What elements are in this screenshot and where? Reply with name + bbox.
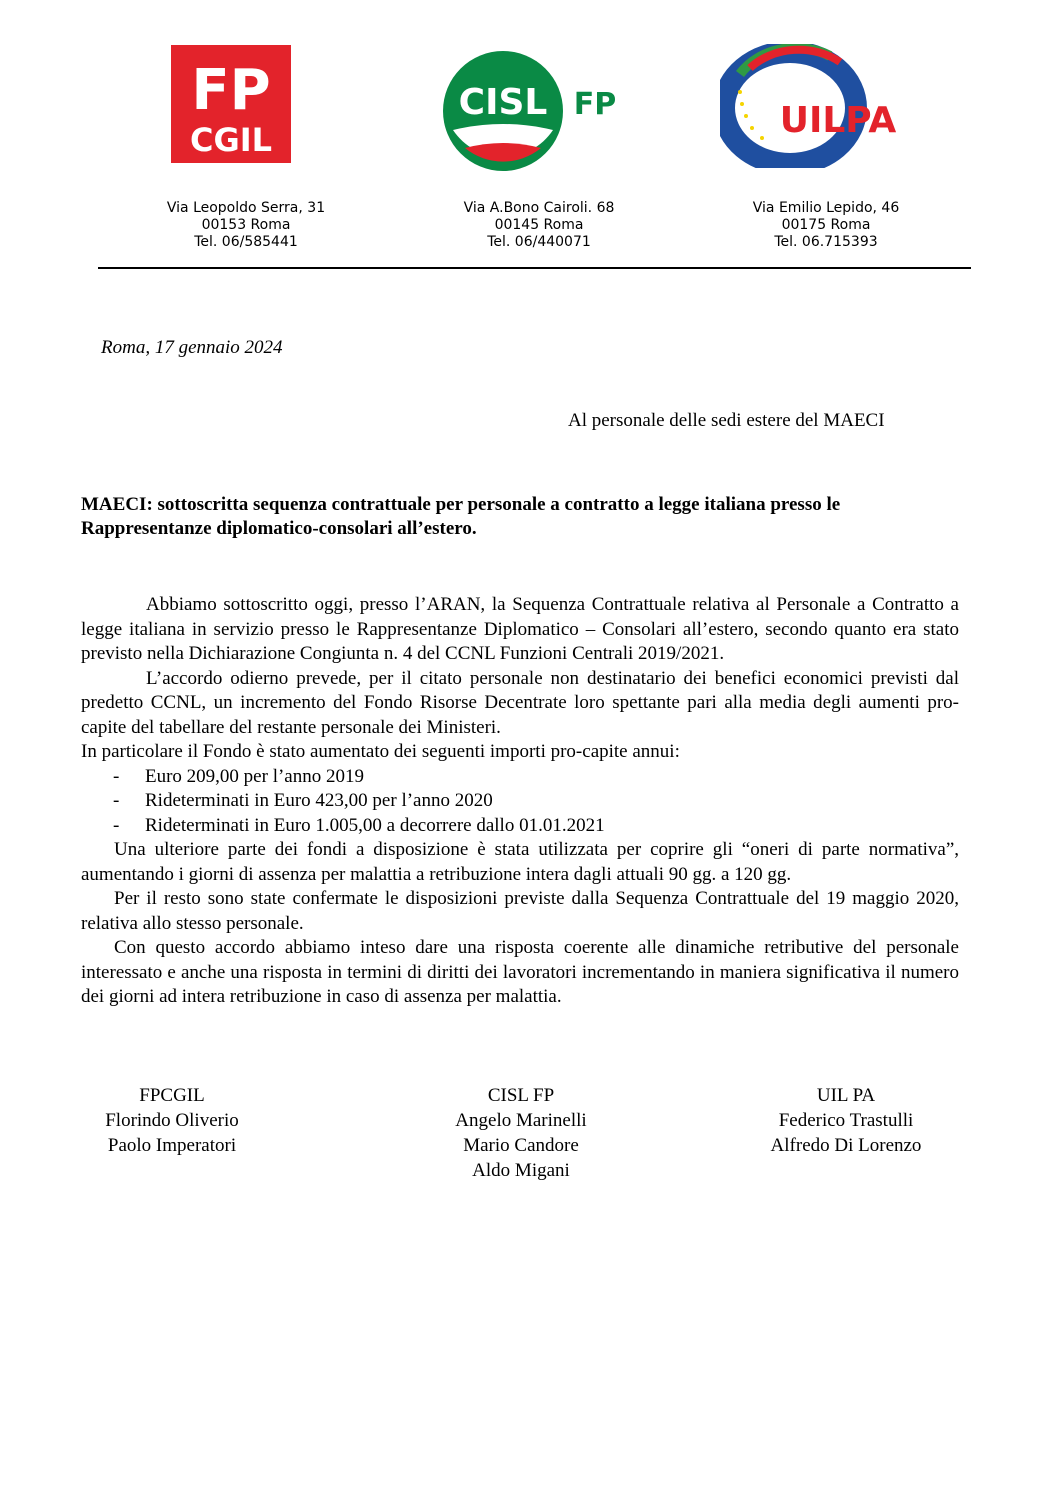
signature-name: Paolo Imperatori [107,1135,237,1156]
letter-body [81,593,959,1010]
letter-date: Roma, 17 gennaio 2024 [101,337,283,358]
address-phone: Tel. 06/585441 [194,234,298,250]
fpcgil-logo-line2: CGIL [189,121,273,159]
paragraph-5: Per il resto sono state confermate le disposizioni previste dalla Sequenza Contrattuale del 19 maggio 2020, relativa allo stesso personale. [81,888,959,934]
signature-name: Federico Trastulli [778,1110,914,1131]
fpcgil-logo [171,45,291,163]
address-uilpa [746,200,906,251]
address-cisl [455,200,623,251]
cisl-fp-logo [443,48,628,174]
paragraph-1: Abbiamo sottoscritto oggi, presso l’ARAN, la Sequenza Contrattuale relativa al Personale a Contratto a legge italiana in servizio presso le Rappresentanze Diplomatico – Consolari all’estero, secondo quanto era stato previsto nella Dichiarazione Congiunta n. 4 del CCNL Funzioni Centrali 2019/2021. [81,594,959,664]
address-phone: Tel. 06/440071 [487,234,591,250]
paragraph-3: In particolare il Fondo è stato aumentato dei seguenti importi pro-capite annui: [81,741,680,762]
cisl-logo-suffix: FP [573,87,617,122]
fpcgil-logo-line1: FP [191,58,271,123]
signature-org: FPCGIL [139,1085,205,1106]
paragraph-6: Con questo accordo abbiamo inteso dare una risposta coerente alle dinamiche retributive del personale interessato e anche una risposta in termini di diritti dei lavoratori incrementando in maniera significativa il numero dei giorni ad intera retribuzione in caso di assenza per malattia. [81,937,959,1007]
uilpa-logo-text: UILPA [779,100,897,141]
signature-org: CISL FP [487,1085,555,1106]
address-street: Via Emilio Lepido, 46 [752,200,900,216]
uilpa-logo [720,44,906,168]
paragraph-2: L’accordo odierno prevede, per il citato personale non destinatario dei benefici economici previsti dal predetto CCNL, un incremento del Fondo Risorse Decentrate loro spettante pari alla media degli aumenti pro-capite del tabellare del restante personale dei Ministeri. [81,667,959,738]
signature-block-uilpa [740,1083,952,1158]
signature-name: Mario Candore [463,1135,579,1156]
amounts-list [81,765,959,839]
signature-name: Florindo Oliverio [105,1110,239,1131]
address-city: 00153 Roma [201,217,291,233]
letter-subject: MAECI: sottoscritta sequenza contrattuale per personale a contratto a legge italiana presso le Rappresentanze diplomatico-consolari all’estero. [81,494,841,539]
address-street: Via Leopoldo Serra, 31 [166,200,326,216]
address-street: Via A.Bono Cairoli. 68 [463,200,615,216]
list-item: - Rideterminati in Euro 423,00 per l’anno 2020 [113,789,959,814]
signature-org: UIL PA [816,1085,876,1106]
signature-name: Aldo Migani [472,1160,570,1181]
paragraph-4: Una ulteriore parte dei fondi a disposizione è stata utilizzata per coprire gli “oneri di parte normativa”, aumentando i giorni di assenza per malattia a retribuzione intera dagli attuali 90 gg. a 120 gg. [81,839,959,885]
letter-recipient: Al personale delle sedi estere del MAECI [568,410,885,431]
signature-name: Angelo Marinelli [455,1110,587,1131]
signature-name: Alfredo Di Lorenzo [770,1135,922,1156]
list-item: - Euro 209,00 per l’anno 2019 [113,765,959,790]
list-item: - Rideterminati in Euro 1.005,00 a decorrere dallo 01.01.2021 [113,814,959,839]
cisl-logo-main: CISL [458,82,548,123]
address-city: 00145 Roma [494,217,584,233]
address-city: 00175 Roma [781,217,871,233]
address-phone: Tel. 06.715393 [774,234,878,250]
address-fpcgil [160,200,332,251]
header-divider [98,267,971,269]
signature-block-cisl [412,1083,630,1183]
signature-block-fpcgil [70,1083,274,1158]
